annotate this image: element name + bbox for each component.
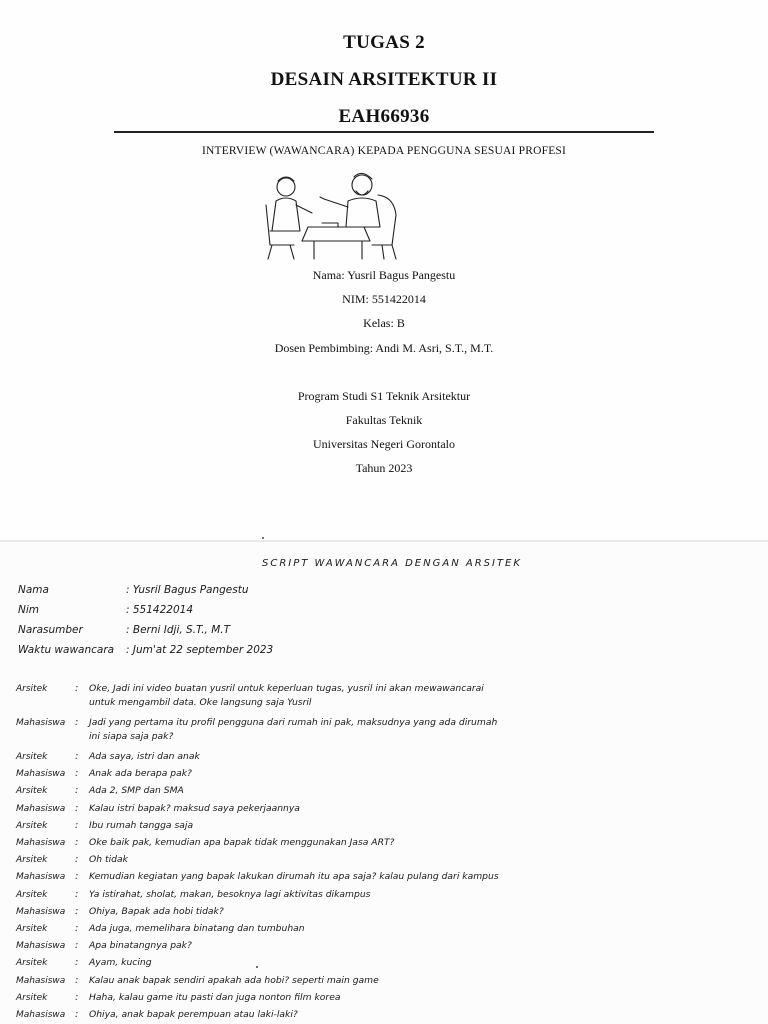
dialogue-speaker: Mahasiswa xyxy=(16,838,66,848)
dialogue-colon: : xyxy=(75,785,79,797)
dialogue-speaker: Mahasiswa xyxy=(16,941,66,952)
meta-label: Waktu wawancara xyxy=(18,644,115,656)
dialogue-text: Ayam, kucing xyxy=(89,957,152,969)
header-rule xyxy=(114,131,654,133)
dialogue-colon: : xyxy=(75,717,79,728)
meta-label: Narasumber xyxy=(18,624,83,636)
dialogue-speaker: Mahasiswa xyxy=(16,906,66,917)
student-name: Nama: Yusril Bagus Pangestu xyxy=(312,268,456,282)
dialogue-text: Apa binatangnya pak? xyxy=(89,940,192,952)
dialogue-speaker: Mahasiswa xyxy=(16,769,66,780)
dialogue-speaker: Arsitek xyxy=(16,855,48,866)
dialogue-colon: : xyxy=(75,854,79,866)
dialogue-text: Oh tidak xyxy=(89,854,128,866)
dialogue-colon: : xyxy=(75,768,79,780)
dialogue-text: Jadi yang pertama itu profil pengguna dari rumah ini pak, maksudnya yang ada dirumah xyxy=(89,717,498,728)
dialogue-text: Ya istirahat, sholat, makan, besoknya lagi aktivitas dikampus xyxy=(89,888,371,900)
dialogue-colon: : xyxy=(75,905,79,917)
dialogue-speaker: Arsitek xyxy=(16,992,48,1003)
dialogue-speaker: Mahasiswa xyxy=(16,872,66,883)
dialogue-colon: : xyxy=(75,802,79,814)
dialogue-text: Kalau istri bapak? maksud saya pekerjaannya xyxy=(89,802,300,814)
dialogue-text: Anak ada berapa pak? xyxy=(89,768,192,780)
title-tugas: TUGAS 2 xyxy=(343,32,425,53)
dialogue-speaker: Arsitek xyxy=(16,958,48,969)
universitas: Universitas Negeri Gorontalo xyxy=(313,437,455,451)
dialogue-text: Oke, Jadi ini video buatan yusril untuk keperluan tugas, yusril ini akan mewawancarai xyxy=(89,683,484,694)
dialogue-speaker: Arsitek xyxy=(16,924,48,934)
dialogue-colon: : xyxy=(75,871,79,883)
dialogue-text: Ohiya, anak bapak perempuan atau laki-laki? xyxy=(89,1009,298,1020)
dialogue-speaker: Arsitek xyxy=(16,820,48,831)
dialogue-colon: : xyxy=(75,819,79,831)
dialogue-colon: : xyxy=(75,683,79,694)
dialogue-colon: : xyxy=(75,974,79,986)
interview-illustration-icon xyxy=(258,165,404,261)
dialogue-text-continued: ini siapa saja pak? xyxy=(89,731,174,742)
dialogue-text: Ada 2, SMP dan SMA xyxy=(89,785,184,797)
program-studi: Program Studi S1 Teknik Arsitektur xyxy=(297,389,471,403)
interview-subtitle: INTERVIEW (WAWANCARA) KEPADA PENGGUNA SESUAI PROFESI xyxy=(201,145,567,157)
tahun: Tahun 2023 xyxy=(355,461,413,475)
dialogue-speaker: Mahasiswa xyxy=(16,718,66,728)
dialogue-colon: : xyxy=(75,923,79,934)
dialogue-text: Oke baik pak, kemudian apa bapak tidak menggunakan Jasa ART? xyxy=(89,837,395,848)
dialogue-text: Kemudian kegiatan yang bapak lakukan dirumah itu apa saja? kalau pulang dari kampus xyxy=(89,871,499,883)
dialogue-speaker: Arsitek xyxy=(16,752,48,762)
dialogue-speaker: Arsitek xyxy=(16,684,48,694)
meta-label: Nama xyxy=(18,584,49,596)
dialogue-colon: : xyxy=(75,957,79,969)
meta-value: : 551422014 xyxy=(126,604,193,616)
script-page xyxy=(0,542,768,1024)
dialogue-colon: : xyxy=(75,991,79,1003)
dosen-pembimbing: Dosen Pembimbing: Andi M. Asri, S.T., M.T. xyxy=(274,341,494,355)
dialogue-text: Ohiya, Bapak ada hobi tidak? xyxy=(89,905,224,917)
dialogue-speaker: Mahasiswa xyxy=(16,975,66,986)
dialogue-colon: : xyxy=(75,751,79,762)
dialogue-speaker: Arsitek xyxy=(16,889,48,900)
dialogue-text: Ada saya, istri dan anak xyxy=(89,751,200,762)
meta-value: : Berni Idji, S.T., M.T xyxy=(126,624,231,636)
title-code: EAH66936 xyxy=(338,106,430,127)
student-nim: NIM: 551422014 xyxy=(342,292,426,306)
scan-speck xyxy=(262,537,264,539)
meta-label: Nim xyxy=(18,604,39,616)
script-title: SCRIPT WAWANCARA DENGAN ARSITEK xyxy=(262,558,522,569)
student-kelas: Kelas: B xyxy=(363,316,405,330)
dialogue-text: Ada juga, memelihara binatang dan tumbuhan xyxy=(89,923,305,934)
dialogue-speaker: Mahasiswa xyxy=(16,1010,66,1020)
dialogue-speaker: Mahasiswa xyxy=(16,803,66,814)
meta-value: : Yusril Bagus Pangestu xyxy=(126,584,249,596)
dialogue-speaker: Arsitek xyxy=(16,786,48,797)
dialogue-colon: : xyxy=(75,940,79,952)
scan-speck xyxy=(256,966,258,968)
title-course: DESAIN ARSITEKTUR II xyxy=(270,69,498,90)
dialogue-text: Ibu rumah tangga saja xyxy=(89,819,194,831)
dialogue-colon: : xyxy=(75,837,79,848)
meta-value: : Jum'at 22 september 2023 xyxy=(126,644,274,656)
fakultas: Fakultas Teknik xyxy=(345,413,423,427)
dialogue-colon: : xyxy=(75,888,79,900)
dialogue-text: Haha, kalau game itu pasti dan juga nonton film korea xyxy=(89,991,341,1003)
dialogue-colon: : xyxy=(75,1009,79,1020)
dialogue-text-continued: untuk mengambil data. Oke langsung saja Yusril xyxy=(89,697,312,708)
dialogue-text: Kalau anak bapak sendiri apakah ada hobi? seperti main game xyxy=(89,974,379,986)
